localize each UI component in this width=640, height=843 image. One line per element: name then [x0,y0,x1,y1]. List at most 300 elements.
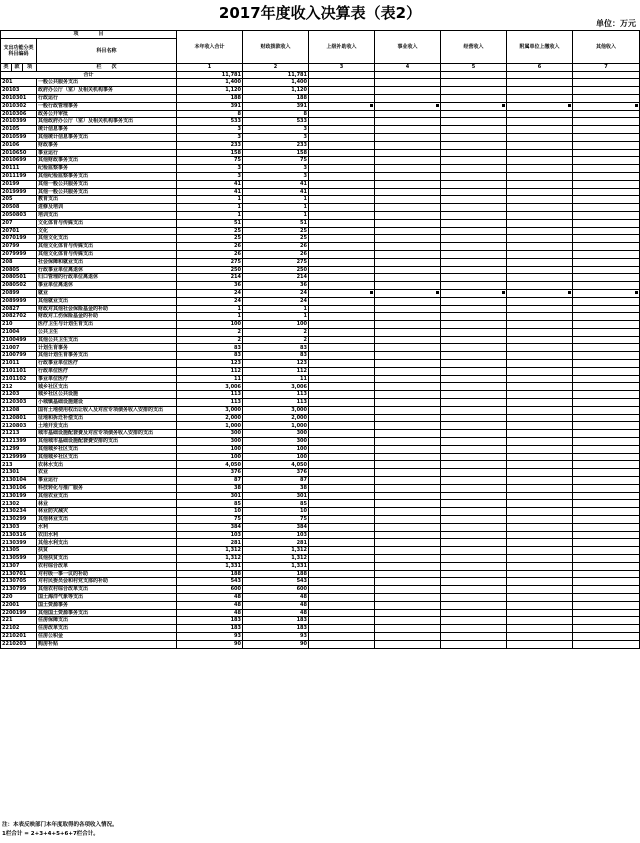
row-col-3 [309,516,375,524]
row-col-3 [309,625,375,633]
table-row [1,640,640,648]
table-row [1,555,640,563]
row-col-3 [309,531,375,539]
row-code: 21004 [1,328,37,336]
table-row [1,282,640,290]
header-col-2: 财政拨款收入 [243,31,309,64]
table-row [1,516,640,524]
row-total: 1,312 [177,555,243,563]
unit-label: 单位：万元 [596,19,636,28]
row-col-6 [507,500,573,508]
row-total: 183 [177,617,243,625]
row-name: 农林水支出 [37,461,177,469]
row-col-6 [507,617,573,625]
cell-marker [502,104,505,107]
cell-marker [568,291,571,294]
row-name: 其他政府办公厅（室）及相关机构事务支出 [37,118,177,126]
row-col-7 [573,484,640,492]
row-col-5 [441,453,507,461]
table-row [1,383,640,391]
row-col-3 [309,110,375,118]
row-name: 林业防灾减灾 [37,508,177,516]
row-code: 220 [1,593,37,601]
row-code: 2010599 [1,133,37,141]
row-col-6 [507,391,573,399]
row-col-5 [441,391,507,399]
row-fiscal: 100 [243,321,309,329]
table-row [1,414,640,422]
row-col-5 [441,110,507,118]
row-col-5 [441,586,507,594]
row-col-7 [573,243,640,251]
row-total: 51 [177,219,243,227]
row-name: 其他文化体育与传媒支出 [37,250,177,258]
row-code: 2010302 [1,102,37,110]
row-col-6 [507,399,573,407]
row-fiscal: 188 [243,570,309,578]
row-fiscal: 3 [243,126,309,134]
row-col-4 [375,523,441,531]
table-row [1,274,640,282]
row-total: 2,000 [177,414,243,422]
row-col-3 [309,484,375,492]
row-total: 25 [177,235,243,243]
table-row [1,149,640,157]
row-col-4 [375,500,441,508]
table-row [1,196,640,204]
row-code: 2130106 [1,484,37,492]
row-col-7 [573,196,640,204]
row-total: 2 [177,328,243,336]
table-row [1,539,640,547]
row-col-5 [441,313,507,321]
table-row [1,188,640,196]
col-number-5: 5 [441,63,507,71]
table-row [1,617,640,625]
table-body [1,71,640,648]
row-total: 26 [177,243,243,251]
row-total: 1 [177,211,243,219]
row-total: 391 [177,102,243,110]
row-col-5 [441,149,507,157]
table-row [1,102,640,110]
row-fiscal: 51 [243,219,309,227]
row-fiscal: 188 [243,94,309,102]
row-col-3 [309,211,375,219]
row-fiscal: 25 [243,227,309,235]
row-col-4 [375,297,441,305]
row-col-6 [507,484,573,492]
row-total: 11 [177,375,243,383]
row-name: 事业单位离退休 [37,282,177,290]
row-fiscal: 75 [243,516,309,524]
row-col-6 [507,469,573,477]
row-fiscal: 75 [243,157,309,165]
row-col-6 [507,578,573,586]
row-col-6 [507,211,573,219]
row-col-3 [309,406,375,414]
row-col-3 [309,422,375,430]
row-fiscal: 100 [243,453,309,461]
row-total: 2 [177,336,243,344]
header-col-1: 本年收入合计 [177,31,243,64]
row-name: 扶贫 [37,547,177,555]
row-code: 2010399 [1,118,37,126]
row-col-6 [507,157,573,165]
row-col-4 [375,258,441,266]
row-col-5 [441,196,507,204]
row-col-7 [573,219,640,227]
row-name: 事业运行 [37,149,177,157]
row-fiscal: 3,006 [243,383,309,391]
row-total: 533 [177,118,243,126]
row-col-7 [573,523,640,531]
row-col-3 [309,593,375,601]
row-col-6 [507,321,573,329]
row-code: 21007 [1,344,37,352]
row-col-6 [507,289,573,297]
row-code: 20799 [1,243,37,251]
row-code: 2070199 [1,235,37,243]
row-col-6 [507,297,573,305]
row-fiscal: 214 [243,274,309,282]
table-row [1,593,640,601]
row-col-3 [309,126,375,134]
row-col-6 [507,453,573,461]
row-col-7 [573,601,640,609]
row-col-5 [441,383,507,391]
row-code: 21011 [1,360,37,368]
row-col-4 [375,360,441,368]
row-fiscal: 1 [243,313,309,321]
row-fiscal: 48 [243,609,309,617]
row-total: 75 [177,516,243,524]
table-row [1,336,640,344]
row-col-7 [573,492,640,500]
row-code: 2101102 [1,375,37,383]
row-col-5 [441,165,507,173]
table-row [1,305,640,313]
row-col-7 [573,453,640,461]
row-col-7 [573,508,640,516]
row-total: 112 [177,367,243,375]
row-total: 8 [177,110,243,118]
row-total: 300 [177,430,243,438]
table-row [1,172,640,180]
row-total: 1,312 [177,547,243,555]
row-col-5 [441,126,507,134]
row-col-5 [441,211,507,219]
row-name: 文化体育与传媒支出 [37,219,177,227]
row-col-3 [309,367,375,375]
row-total: 158 [177,149,243,157]
row-col-3 [309,313,375,321]
row-col-3 [309,328,375,336]
row-col-6 [507,539,573,547]
row-col-7 [573,625,640,633]
row-name: 纪检监察事务 [37,165,177,173]
row-fiscal: 376 [243,469,309,477]
row-col-6 [507,422,573,430]
row-col-4 [375,562,441,570]
row-col-5 [441,438,507,446]
row-name: 其他计划生育事务支出 [37,352,177,360]
row-col-4 [375,430,441,438]
row-col-4 [375,196,441,204]
table-row [1,445,640,453]
row-col-4 [375,438,441,446]
row-col-5 [441,94,507,102]
row-col-4 [375,632,441,640]
table-row [1,578,640,586]
row-total: 90 [177,640,243,648]
row-col-6 [507,305,573,313]
row-col-3 [309,391,375,399]
row-col-6 [507,352,573,360]
row-col-7 [573,516,640,524]
row-name: 住房改革支出 [37,625,177,633]
row-col-6 [507,188,573,196]
row-col-7 [573,165,640,173]
table-row [1,609,640,617]
cell-marker [370,104,373,107]
row-col-5 [441,539,507,547]
row-total: 1 [177,196,243,204]
row-name: 行政运行 [37,94,177,102]
row-code: 21305 [1,547,37,555]
row-fiscal: 1,312 [243,547,309,555]
row-col-3 [309,383,375,391]
row-name: 对村民委员会和村党支部的补助 [37,578,177,586]
row-col-5 [441,289,507,297]
row-col-7 [573,383,640,391]
row-col-7 [573,477,640,485]
row-col-3 [309,586,375,594]
table-row [1,601,640,609]
row-name: 其他水利支出 [37,539,177,547]
table-row [1,406,640,414]
row-col-4 [375,539,441,547]
row-col-4 [375,321,441,329]
row-code: 20701 [1,227,37,235]
row-total: 24 [177,297,243,305]
row-name: 水利 [37,523,177,531]
row-total: 281 [177,539,243,547]
table-row [1,586,640,594]
row-col-3 [309,523,375,531]
row-col-3 [309,172,375,180]
row-fiscal: 113 [243,391,309,399]
row-col-3 [309,344,375,352]
row-col-5 [441,172,507,180]
row-col-6 [507,516,573,524]
row-col-5 [441,282,507,290]
cell-marker [370,291,373,294]
row-fiscal: 26 [243,243,309,251]
row-col-6 [507,531,573,539]
row-code: 208 [1,258,37,266]
total-label: 合计 [1,71,177,79]
table-row [1,258,640,266]
row-col-3 [309,500,375,508]
row-total: 113 [177,399,243,407]
row-fiscal: 85 [243,500,309,508]
row-col-3 [309,219,375,227]
row-col-6 [507,632,573,640]
row-col-6 [507,640,573,648]
row-code: 2210201 [1,632,37,640]
row-name: 其他扶贫支出 [37,555,177,563]
row-total: 83 [177,344,243,352]
row-col-3 [309,118,375,126]
row-name: 土地开发支出 [37,422,177,430]
row-col-7 [573,336,640,344]
row-col-7 [573,126,640,134]
row-fiscal: 83 [243,344,309,352]
row-total: 3,000 [177,406,243,414]
row-col-5 [441,141,507,149]
row-col-5 [441,578,507,586]
row-col-5 [441,250,507,258]
row-col-4 [375,313,441,321]
row-col-3 [309,438,375,446]
table-row [1,625,640,633]
row-code: 2130599 [1,555,37,563]
row-col-5 [441,266,507,274]
row-col-7 [573,204,640,212]
row-col-4 [375,118,441,126]
row-col-6 [507,126,573,134]
row-col-4 [375,211,441,219]
row-code: 2210203 [1,640,37,648]
row-col-7 [573,445,640,453]
row-name: 城乡社区公共设施 [37,391,177,399]
row-col-3 [309,469,375,477]
row-fiscal: 38 [243,484,309,492]
row-col-3 [309,289,375,297]
row-col-5 [441,258,507,266]
row-name: 事业单位医疗 [37,375,177,383]
table-row [1,180,640,188]
row-col-4 [375,555,441,563]
row-col-3 [309,445,375,453]
row-code: 22102 [1,625,37,633]
row-col-5 [441,180,507,188]
row-code: 2130701 [1,570,37,578]
row-fiscal: 26 [243,250,309,258]
row-col-4 [375,601,441,609]
row-col-4 [375,469,441,477]
row-col-7 [573,258,640,266]
row-col-3 [309,102,375,110]
row-col-4 [375,110,441,118]
row-total: 543 [177,578,243,586]
row-col-4 [375,593,441,601]
row-name: 城乡社区支出 [37,383,177,391]
row-total: 123 [177,360,243,368]
row-col-5 [441,274,507,282]
row-code: 213 [1,461,37,469]
row-col-5 [441,508,507,516]
row-col-6 [507,383,573,391]
row-col-7 [573,141,640,149]
row-total: 83 [177,352,243,360]
row-code: 20827 [1,305,37,313]
row-fiscal: 1,331 [243,562,309,570]
row-name: 政务公开审批 [37,110,177,118]
row-fiscal: 25 [243,235,309,243]
row-total: 233 [177,141,243,149]
row-col-6 [507,570,573,578]
row-col-3 [309,477,375,485]
header-lei: 款 [12,63,23,71]
header-col-6: 附属单位上缴收入 [507,31,573,64]
row-fiscal: 275 [243,258,309,266]
row-name: 行政事业单位离退休 [37,266,177,274]
row-name: 财政对其他社会保险基金的补助 [37,305,177,313]
row-total: 10 [177,508,243,516]
row-fiscal: 103 [243,531,309,539]
row-fiscal: 1 [243,204,309,212]
row-fiscal: 233 [243,141,309,149]
table-row [1,126,640,134]
row-col-5 [441,640,507,648]
row-col-7 [573,211,640,219]
table-row [1,562,640,570]
row-total: 75 [177,157,243,165]
row-col-6 [507,625,573,633]
row-name: 政府办公厅（室）及相关机构事务 [37,87,177,95]
row-col-5 [441,243,507,251]
row-col-4 [375,266,441,274]
row-col-6 [507,141,573,149]
row-fiscal: 1 [243,211,309,219]
row-col-5 [441,609,507,617]
row-col-4 [375,516,441,524]
row-col-7 [573,632,640,640]
row-fiscal: 2 [243,336,309,344]
table-row [1,477,640,485]
row-total: 214 [177,274,243,282]
row-name: 其他财政事务支出 [37,157,177,165]
row-col-6 [507,313,573,321]
row-col-4 [375,149,441,157]
row-name: 国有土地使用权出让收入及对应专项债务收入安排的支出 [37,406,177,414]
row-col-4 [375,344,441,352]
row-code: 21307 [1,562,37,570]
row-col-6 [507,282,573,290]
row-col-3 [309,632,375,640]
total-c1: 11,781 [177,71,243,79]
row-total: 41 [177,180,243,188]
row-col-3 [309,547,375,555]
row-code: 2010301 [1,94,37,102]
row-total: 1,000 [177,422,243,430]
col-number-6: 6 [507,63,573,71]
row-col-7 [573,227,640,235]
col-number-3: 3 [309,63,375,71]
table-row [1,250,640,258]
row-code: 2129999 [1,453,37,461]
row-col-4 [375,102,441,110]
row-fiscal: 48 [243,593,309,601]
row-col-4 [375,243,441,251]
row-col-7 [573,79,640,87]
row-col-5 [441,477,507,485]
row-col-6 [507,593,573,601]
row-col-7 [573,110,640,118]
row-col-3 [309,570,375,578]
